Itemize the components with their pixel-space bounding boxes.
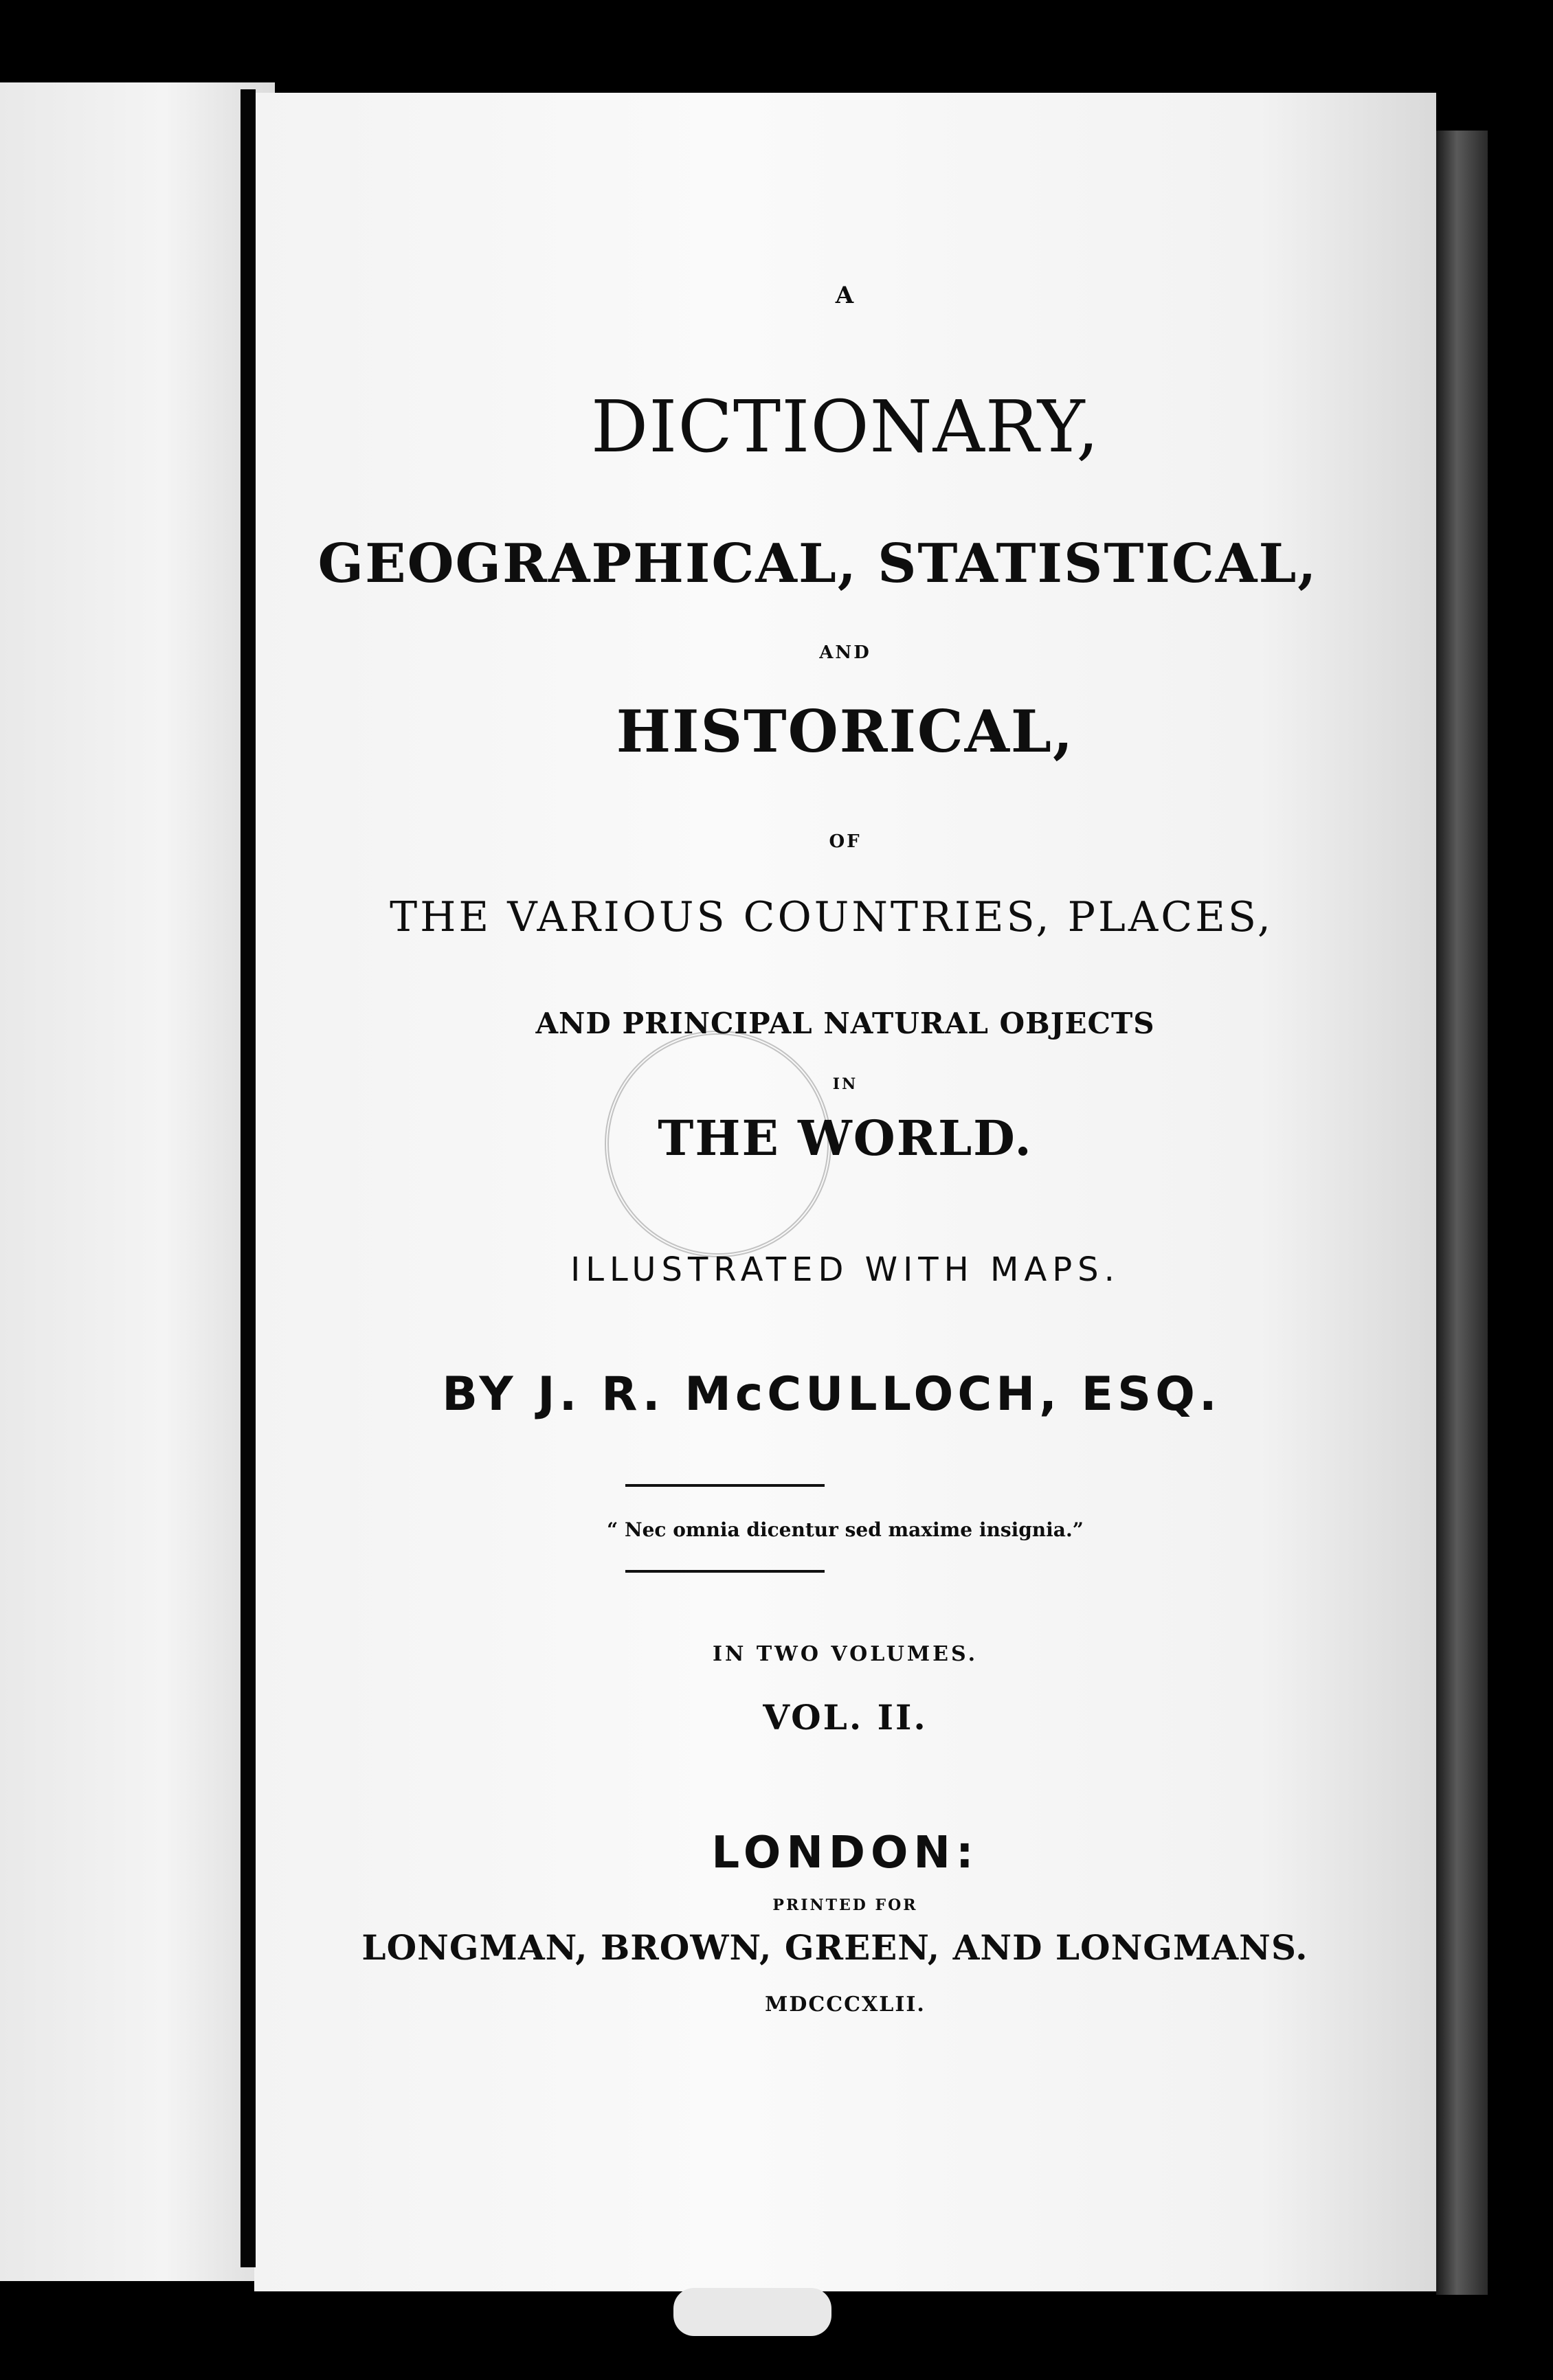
illustrated-line: ILLUSTRATED WITH MAPS. bbox=[570, 1250, 1120, 1289]
title-subtitle: GEOGRAPHICAL, STATISTICAL, bbox=[317, 532, 1318, 595]
publisher: LONGMAN, BROWN, GREEN, AND LONGMANS. bbox=[361, 1927, 1308, 1968]
printed-for: PRINTED FOR bbox=[772, 1896, 918, 1914]
divider-rule-bottom bbox=[625, 1570, 825, 1573]
bottom-tab bbox=[673, 2288, 831, 2336]
author-line: BY J. R. McCULLOCH, ESQ. bbox=[442, 1367, 1221, 1422]
divider-rule-top bbox=[625, 1484, 825, 1487]
title-historical: HISTORICAL, bbox=[616, 697, 1075, 765]
preposition-in: IN bbox=[832, 1075, 858, 1093]
preposition-of: OF bbox=[829, 831, 862, 852]
page-edge-shadow bbox=[1436, 131, 1488, 2295]
title-main: DICTIONARY, bbox=[590, 385, 1100, 469]
title-page bbox=[254, 93, 1436, 2291]
publication-year: MDCCCXLII. bbox=[765, 1992, 926, 2017]
the-world: THE WORLD. bbox=[658, 1110, 1033, 1167]
facing-page-left bbox=[0, 82, 275, 2281]
motto: “ Nec omnia dicentur sed maxime insignia.” bbox=[607, 1518, 1084, 1541]
conjunction-and: AND bbox=[819, 642, 871, 663]
imprint-city: LONDON: bbox=[711, 1828, 979, 1878]
subject-line-2: AND PRINCIPAL NATURAL OBJECTS bbox=[535, 1007, 1155, 1040]
subject-line-1: THE VARIOUS COUNTRIES, PLACES, bbox=[390, 893, 1273, 941]
volumes-count: IN TWO VOLUMES. bbox=[712, 1642, 979, 1666]
title-article: A bbox=[835, 282, 856, 309]
volume-number: VOL. II. bbox=[763, 1697, 928, 1738]
